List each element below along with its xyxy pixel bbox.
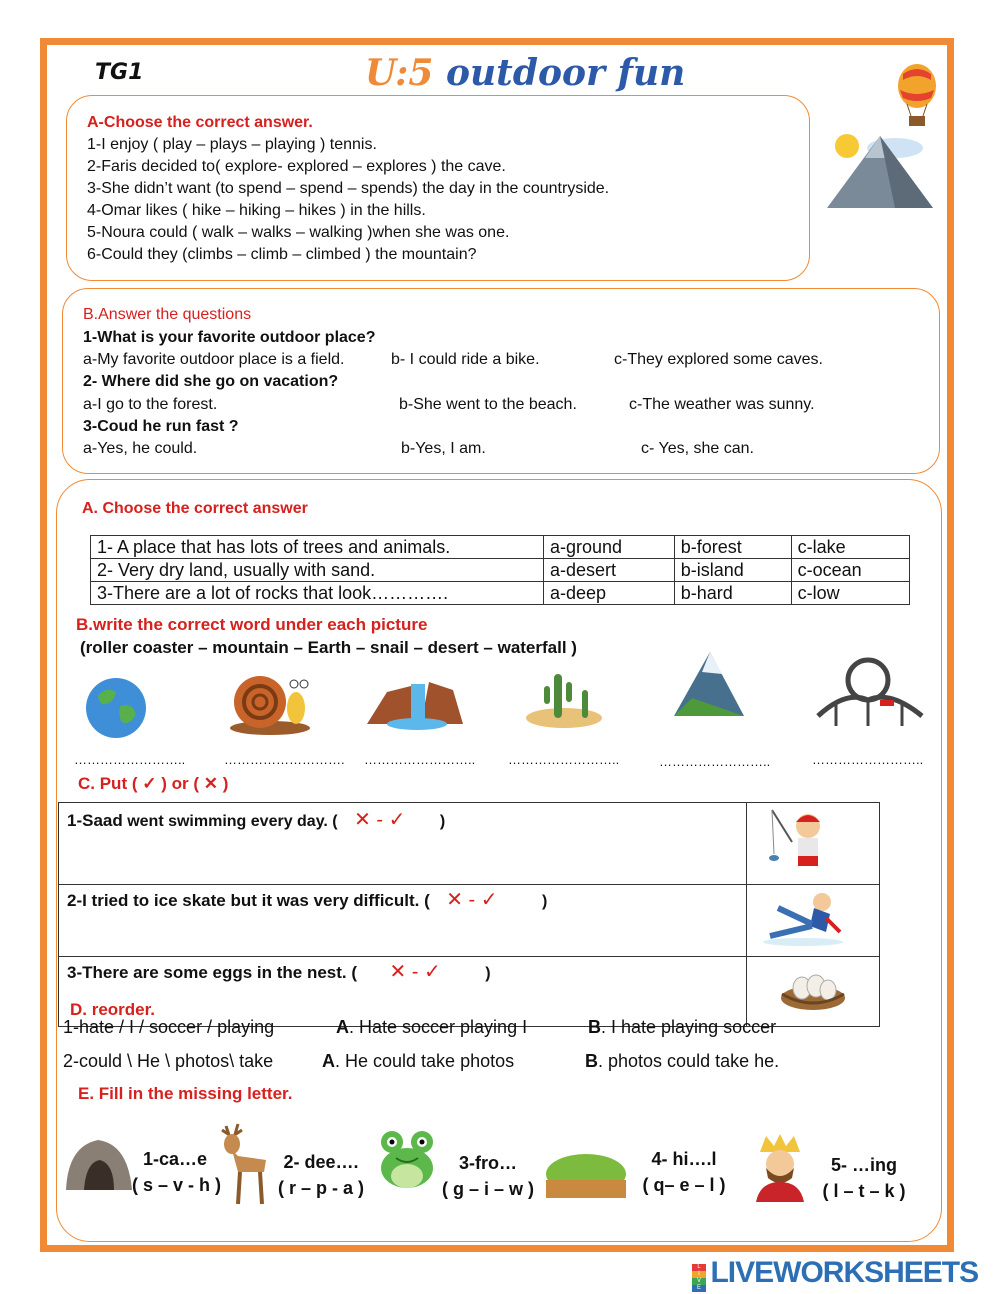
worksheet-code: TG1 — [95, 60, 144, 85]
d-row-2-option-b[interactable] — [585, 1051, 779, 1072]
a1-item-1: 1-I enjoy ( play – plays – playing ) tennis. — [87, 136, 377, 153]
bird-nest-icon — [778, 964, 848, 1014]
a1-item-6: 6-Could they (climbs – climb – climbed ) the mountain? — [87, 246, 477, 263]
blank-6[interactable]: …………………….. — [812, 752, 924, 767]
c-row-3-sentence: 3-There are some eggs in the nest. ( — [67, 963, 358, 982]
e-item-2[interactable] — [276, 1149, 366, 1201]
blank-1[interactable]: …………………….. — [74, 752, 186, 767]
table-row — [91, 536, 910, 559]
mountain-sun-icon — [825, 128, 935, 212]
e-item-1[interactable] — [132, 1146, 222, 1198]
table-cell: 2- Very dry land, usually with sand. — [91, 559, 544, 582]
b1-q2-option-b: b-She went to the beach. — [399, 396, 577, 413]
table-cell — [59, 957, 747, 1027]
c-row-1-sentence: 1-Saad — [67, 811, 123, 830]
b1-q1-option-a: a-My favorite outdoor place is a field. — [83, 351, 345, 368]
c-row-1-end: ) — [439, 813, 446, 830]
heading-end: ) — [222, 774, 229, 793]
b1-q1-option-b: b- I could ride a bike. — [391, 351, 540, 368]
table-cell: a-desert — [544, 559, 675, 582]
waterfall-icon — [367, 672, 463, 732]
title-text: outdoor fun — [446, 52, 686, 94]
option-b-label: B — [588, 1017, 601, 1037]
b1-q3-option-b: b-Yes, I am. — [401, 440, 486, 457]
table-cell — [59, 885, 747, 957]
blank-2[interactable]: ………………………. — [224, 752, 345, 767]
page-title — [365, 52, 685, 94]
b1-q1-option-c: c-They explored some caves. — [614, 351, 823, 368]
table-row — [59, 957, 880, 1027]
heading-put: C. Put ( — [78, 774, 138, 793]
c-row-2-end: ) — [541, 893, 548, 910]
b1-question-3: 3-Coud he run fast ? — [83, 418, 239, 435]
section-a1 — [87, 112, 609, 266]
table-cell: b-island — [674, 559, 791, 582]
option-b-text: . photos could take he. — [598, 1051, 780, 1071]
table-cell: c-low — [791, 582, 909, 605]
e-item-1-letters: ( s – v - h ) — [132, 1175, 222, 1195]
table-cell — [747, 885, 880, 957]
e-item-3[interactable] — [440, 1150, 536, 1202]
a1-item-3: 3-She didn’t want (to spend – spend – spends) the day in the countryside. — [87, 180, 610, 197]
section-d-heading: D. reorder. — [70, 1000, 156, 1019]
section-b1-heading: B.Answer the questions — [83, 306, 252, 323]
e-item-5-word: 5- …ing — [831, 1155, 897, 1175]
logo-block-i: I — [692, 1271, 706, 1278]
hot-air-balloon-icon — [893, 64, 941, 134]
d-row-2-option-a[interactable] — [322, 1051, 514, 1072]
logo-block-e: E — [692, 1285, 706, 1292]
b1-q3-option-c: c- Yes, she can. — [641, 440, 754, 457]
table-cell: a-ground — [544, 536, 675, 559]
mountain-icon — [672, 648, 746, 718]
e-item-5[interactable] — [812, 1152, 916, 1204]
frog-icon — [374, 1128, 440, 1200]
table-row — [59, 803, 880, 885]
b1-q2-option-a: a-I go to the forest. — [83, 396, 218, 413]
section-a1-heading: A-Choose the correct answer. — [87, 114, 313, 131]
title-unit: U:5 — [365, 52, 434, 94]
b1-q2-option-c: c-The weather was sunny. — [629, 396, 815, 413]
check-mark-icon: ✓ — [142, 774, 157, 793]
e-item-2-word: 2- dee…. — [283, 1152, 359, 1172]
c-row-2-sentence: 2-I tried to ice skate but it was very difficult. ( — [67, 891, 430, 910]
true-false-table — [58, 802, 880, 1027]
option-a-label: A — [336, 1017, 349, 1037]
d-row-1-option-a[interactable] — [336, 1017, 527, 1038]
table-cell — [747, 957, 880, 1027]
option-a-text: . He could take photos — [335, 1051, 515, 1071]
e-item-3-letters: ( g – i – w ) — [441, 1179, 534, 1199]
king-icon — [752, 1132, 808, 1202]
table-cell: a-deep — [544, 582, 675, 605]
logo-block-l: L — [692, 1264, 706, 1271]
a1-item-5: 5-Noura could ( walk – walks – walking )when she was one. — [87, 224, 510, 241]
brand-text: LIVEWORKSHEETS — [710, 1256, 979, 1289]
heading-or: ) or ( — [161, 774, 199, 793]
b1-question-2: 2- Where did she go on vacation? — [83, 373, 339, 390]
cross-mark-icon: ✕ — [203, 774, 218, 793]
section-c-heading — [78, 774, 228, 794]
a1-item-4: 4-Omar likes ( hike – hiking – hikes ) in the hills. — [87, 202, 426, 219]
table-cell: c-lake — [791, 536, 909, 559]
table-cell: b-hard — [674, 582, 791, 605]
c-row-3-options[interactable]: ✕ - ✓ — [389, 961, 441, 983]
section-e-heading: E. Fill in the missing letter. — [78, 1084, 293, 1103]
e-item-4-letters: ( q– e – l ) — [642, 1175, 726, 1195]
section-b2-heading: B.write the correct word under each picture — [76, 615, 428, 634]
e-item-1-word: 1-ca…e — [142, 1149, 208, 1169]
table-cell — [59, 803, 747, 885]
table-cell — [747, 803, 880, 885]
earth-icon — [84, 676, 148, 740]
ice-skater-icon — [760, 888, 846, 948]
option-b-text: . I hate playing soccer — [601, 1017, 777, 1037]
cave-icon — [64, 1136, 134, 1192]
b1-q3-option-a: a-Yes, he could. — [83, 440, 198, 457]
c-row-1-options[interactable]: ✕ - ✓ — [354, 809, 406, 831]
d-row-1-option-b[interactable] — [588, 1017, 776, 1038]
word-bank: (roller coaster – mountain – Earth – snail – desert – waterfall ) — [80, 638, 577, 657]
e-item-4[interactable] — [636, 1146, 732, 1198]
desert-icon — [524, 660, 604, 730]
vocab-table — [90, 535, 910, 605]
logo-icon — [692, 1264, 706, 1292]
logo-block-v: V — [692, 1278, 706, 1285]
table-row — [59, 885, 880, 957]
b1-question-1: 1-What is your favorite outdoor place? — [83, 329, 376, 346]
c-row-1-rest: went swimming every day. ( — [122, 813, 338, 830]
liveworksheets-logo — [692, 1256, 978, 1292]
snail-icon — [222, 670, 310, 738]
fishing-boy-icon — [768, 808, 838, 874]
c-row-3-end: ) — [485, 965, 491, 982]
e-item-5-letters: ( l – t – k ) — [822, 1181, 906, 1201]
blank-4[interactable]: …………………….. — [508, 752, 620, 767]
e-item-3-word: 3-fro… — [459, 1153, 517, 1173]
option-a-text: . Hate soccer playing I — [349, 1017, 528, 1037]
e-item-2-letters: ( r – p - a ) — [277, 1178, 364, 1198]
table-row — [91, 582, 910, 605]
table-row — [91, 559, 910, 582]
roller-coaster-icon — [816, 650, 926, 728]
c-row-2-options[interactable]: ✕ - ✓ — [446, 889, 498, 911]
option-a-label: A — [322, 1051, 335, 1071]
e-item-4-word: 4- hi….l — [651, 1149, 717, 1169]
blank-3[interactable]: …………………….. — [364, 752, 476, 767]
a1-item-2: 2-Faris decided to( explore- explored – explores ) the cave. — [87, 158, 506, 175]
blank-5[interactable]: …………………….. — [659, 754, 771, 769]
table-cell: 1- A place that has lots of trees and animals. — [91, 536, 544, 559]
d-row-2-question: 2-could \ He \ photos\ take — [63, 1051, 274, 1071]
option-b-label: B — [585, 1051, 598, 1071]
d-row-1-question: 1-hate / I / soccer / playing — [63, 1017, 275, 1037]
table-cell: c-ocean — [791, 559, 909, 582]
table-cell: 3-There are a lot of rocks that look…………. — [91, 582, 544, 605]
table-cell: b-forest — [674, 536, 791, 559]
section-a2-heading: A. Choose the correct answer — [82, 500, 308, 517]
hill-icon — [546, 1150, 626, 1198]
